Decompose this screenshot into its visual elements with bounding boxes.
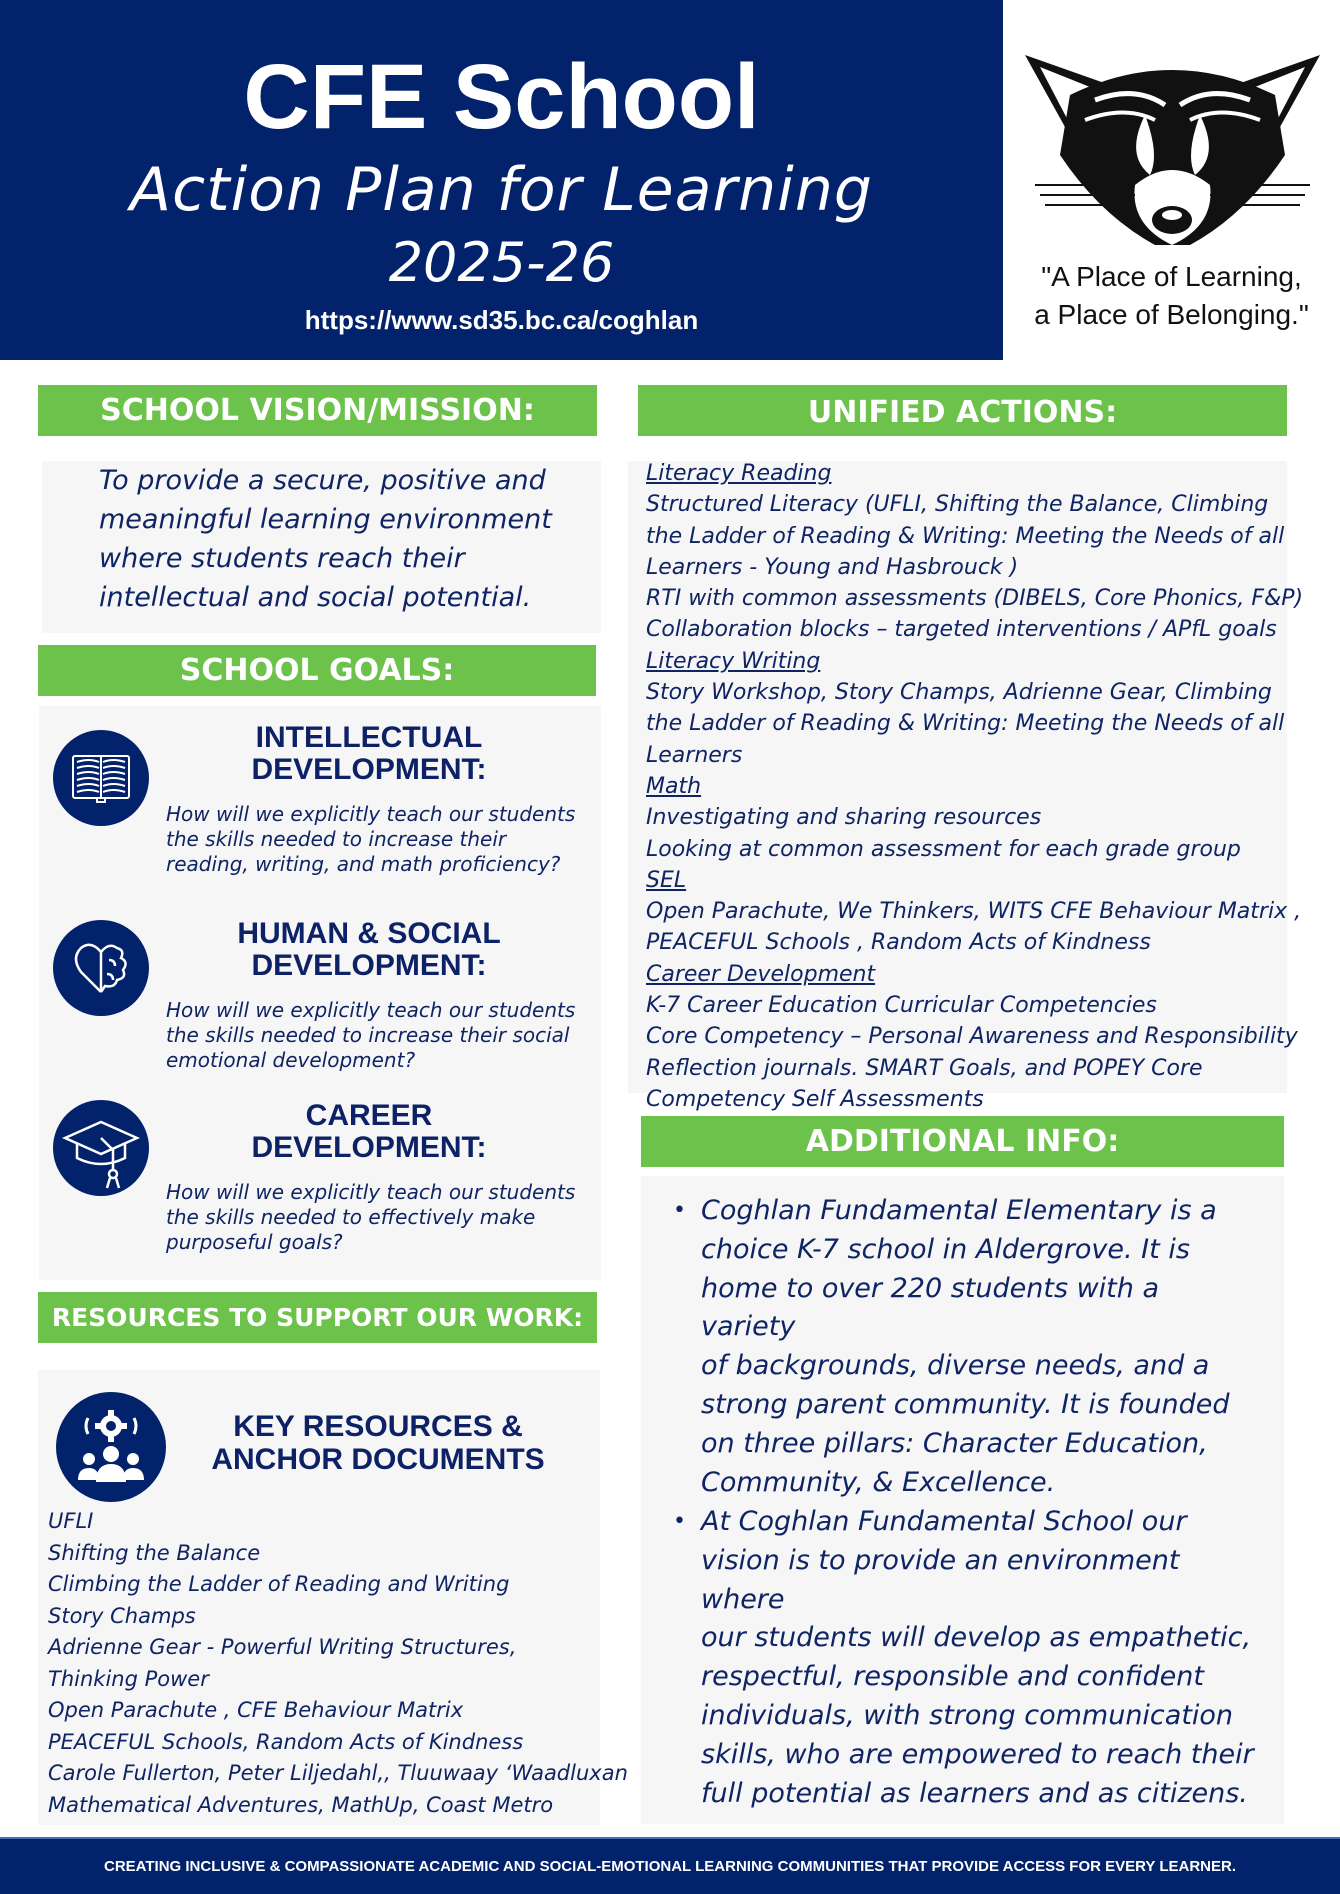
resource-item: Thinking Power bbox=[48, 1666, 209, 1691]
unified-action-item: Reflection journals. SMART Goals, and POPEY Core bbox=[646, 1055, 1203, 1081]
resource-item: Open Parachute , CFE Behaviour Matrix bbox=[48, 1698, 464, 1722]
vision-heading: SCHOOL VISION/MISSION: bbox=[38, 385, 597, 436]
footer-banner bbox=[0, 1837, 1340, 1894]
goal-question-line: How will we explicitly teach our students bbox=[166, 1180, 576, 1204]
resource-item: Adrienne Gear - Powerful Writing Structures, bbox=[48, 1635, 517, 1659]
resource-item: Shifting the Balance bbox=[48, 1540, 261, 1565]
unified-action-item: the Ladder of Reading & Writing: Meeting the Needs of all bbox=[646, 711, 1285, 737]
goal-title-line: INTELLECTUAL bbox=[255, 721, 483, 754]
resources-panel bbox=[38, 1370, 628, 1825]
unified-action-item: Investigating and sharing resources bbox=[646, 805, 1042, 831]
unified-category-heading: Math bbox=[646, 773, 702, 799]
unified-action-item: Learners - Young and Hasbrouck ) bbox=[646, 554, 1019, 580]
unified-action-item: Core Competency – Personal Awareness and Responsibility bbox=[646, 1024, 1298, 1050]
info-line: individuals, with strong communication bbox=[701, 1699, 1234, 1731]
goal-question-line: the skills needed to increase their social bbox=[166, 1023, 570, 1047]
goal-question-line: emotional development? bbox=[166, 1048, 416, 1072]
info-line: home to over 220 students with a variety bbox=[701, 1272, 1159, 1343]
info-line: Community, & Excellence. bbox=[701, 1466, 1056, 1498]
unified-action-item: Looking at common assessment for each grade group bbox=[646, 836, 1241, 862]
info-line: respectful, responsible and confident bbox=[701, 1661, 1204, 1693]
goal-question-line: How will we explicitly teach our students bbox=[166, 998, 576, 1022]
info-line: At Coghlan Fundamental School our bbox=[701, 1506, 1187, 1537]
resource-item: Story Champs bbox=[48, 1603, 196, 1628]
goal-title bbox=[169, 1100, 569, 1164]
goal-question-line: the skills needed to effectively make bbox=[166, 1205, 536, 1229]
unified-action-item: Collaboration blocks – targeted interventions / APfL goals bbox=[646, 617, 1277, 643]
info-bullet-item bbox=[673, 1192, 1261, 1502]
school-tagline bbox=[1003, 258, 1340, 334]
heart-brain-icon bbox=[53, 920, 149, 1016]
resource-item: Carole Fullerton, Peter Liljedahl,, Tluuwaay ‘Waadluxan bbox=[48, 1761, 628, 1785]
open-book-icon bbox=[53, 730, 149, 826]
resource-item: Climbing the Ladder of Reading and Writing bbox=[48, 1572, 510, 1596]
vision-panel bbox=[42, 461, 601, 633]
info-line: vision is to provide an environment where bbox=[701, 1544, 1180, 1615]
goals-panel bbox=[39, 706, 601, 1280]
goal-question-line: the skills needed to increase their bbox=[166, 827, 507, 851]
gear-team-icon bbox=[56, 1392, 166, 1502]
bullet-icon: • bbox=[673, 1198, 686, 1223]
info-bullet-item bbox=[673, 1503, 1261, 1813]
resource-item: UFLI bbox=[48, 1509, 94, 1533]
resources-heading: RESOURCES TO SUPPORT OUR WORK: bbox=[38, 1292, 597, 1343]
resources-list bbox=[48, 1506, 648, 1821]
resource-item: Mathematical Adventures, MathUp, Coast Metro bbox=[48, 1792, 554, 1817]
goal-title-line: CAREER bbox=[305, 1099, 433, 1132]
unified-actions-list bbox=[646, 458, 1340, 1115]
goals-heading: SCHOOL GOALS: bbox=[38, 645, 596, 696]
goal-question-line: How will we explicitly teach our students bbox=[166, 802, 576, 826]
vision-statement bbox=[99, 461, 589, 617]
resource-item: PEACEFUL Schools, Random Acts of Kindness bbox=[48, 1729, 524, 1754]
info-line: full potential as learners and as citizens. bbox=[701, 1777, 1248, 1809]
info-line: on three pillars: Character Education, bbox=[701, 1427, 1208, 1459]
unified-category-heading: Literacy Writing bbox=[646, 648, 821, 674]
header-banner bbox=[0, 0, 1003, 360]
school-year: 2025-26 bbox=[388, 231, 615, 294]
unified-category-heading: Literacy Reading bbox=[646, 461, 832, 486]
unified-action-item: Structured Literacy (UFLI, Shifting the Balance, Climbing bbox=[646, 492, 1269, 518]
unified-category-heading: Career Development bbox=[646, 961, 876, 987]
vision-line: intellectual and social potential. bbox=[99, 582, 532, 613]
additional-info-panel bbox=[641, 1176, 1284, 1824]
info-line: choice K-7 school in Aldergrove. It is bbox=[701, 1233, 1190, 1265]
school-url-link[interactable]: https://www.sd35.bc.ca/coghlan bbox=[304, 305, 699, 335]
vision-line: meaningful learning environment bbox=[99, 504, 552, 535]
resources-title bbox=[183, 1410, 573, 1476]
resources-title-line: ANCHOR DOCUMENTS bbox=[211, 1443, 545, 1476]
unified-actions-heading: UNIFIED ACTIONS: bbox=[638, 385, 1287, 436]
goal-title-line: DEVELOPMENT: bbox=[251, 1131, 487, 1164]
additional-info-heading: ADDITIONAL INFO: bbox=[641, 1116, 1284, 1167]
info-line: skills, who are empowered to reach their bbox=[701, 1738, 1254, 1770]
unified-action-item: K-7 Career Education Curricular Competencies bbox=[646, 993, 1157, 1019]
tagline-line: a Place of Belonging." bbox=[1034, 299, 1309, 330]
goal-question-line: reading, writing, and math proficiency? bbox=[166, 852, 561, 876]
bullet-icon: • bbox=[673, 1509, 686, 1534]
info-line: Coghlan Fundamental Elementary is a bbox=[701, 1195, 1217, 1226]
page-title: CFE School bbox=[243, 46, 760, 148]
unified-action-item: PEACEFUL Schools , Random Acts of Kindness bbox=[646, 930, 1151, 956]
unified-action-item: Open Parachute, We Thinkers, WITS CFE Behaviour Matrix , bbox=[646, 899, 1302, 925]
page-subtitle: Action Plan for Learning bbox=[130, 155, 873, 225]
goal-question bbox=[166, 1180, 606, 1255]
footer-statement: CREATING INCLUSIVE & COMPASSIONATE ACADEMIC AND SOCIAL-EMOTIONAL LEARNING COMMUNITIES THAT PROVIDE ACCESS FOR EVERY LEARNER. bbox=[104, 1858, 1236, 1875]
graduation-cap-icon bbox=[53, 1100, 149, 1196]
unified-action-item: Story Workshop, Story Champs, Adrienne Gear, Climbing bbox=[646, 680, 1272, 706]
vision-line: where students reach their bbox=[99, 543, 465, 574]
goal-title-line: DEVELOPMENT: bbox=[251, 949, 487, 982]
unified-action-item: RTI with common assessments (DIBELS, Core Phonics, F&P) bbox=[646, 586, 1304, 612]
goal-title-line: DEVELOPMENT: bbox=[251, 753, 487, 786]
goal-question-line: purposeful goals? bbox=[166, 1230, 343, 1254]
unified-action-item: Competency Self Assessments bbox=[646, 1086, 984, 1112]
goal-title bbox=[169, 918, 569, 982]
goal-title-line: HUMAN & SOCIAL bbox=[237, 917, 501, 950]
info-line: our students will develop as empathetic, bbox=[701, 1622, 1252, 1654]
tagline-line: "A Place of Learning, bbox=[1041, 261, 1302, 292]
resources-title-line: KEY RESOURCES & bbox=[233, 1410, 523, 1443]
raccoon-mascot-icon bbox=[1015, 45, 1330, 255]
unified-category-heading: SEL bbox=[646, 867, 687, 893]
info-line: of backgrounds, diverse needs, and a bbox=[701, 1350, 1210, 1382]
info-line: strong parent community. It is founded bbox=[701, 1388, 1230, 1420]
goal-title bbox=[169, 722, 569, 786]
vision-line: To provide a secure, positive and bbox=[99, 465, 546, 496]
goal-question bbox=[166, 998, 606, 1073]
unified-action-item: the Ladder of Reading & Writing: Meeting the Needs of all bbox=[646, 523, 1285, 549]
unified-action-item: Learners bbox=[646, 742, 743, 768]
goal-question bbox=[166, 802, 606, 877]
